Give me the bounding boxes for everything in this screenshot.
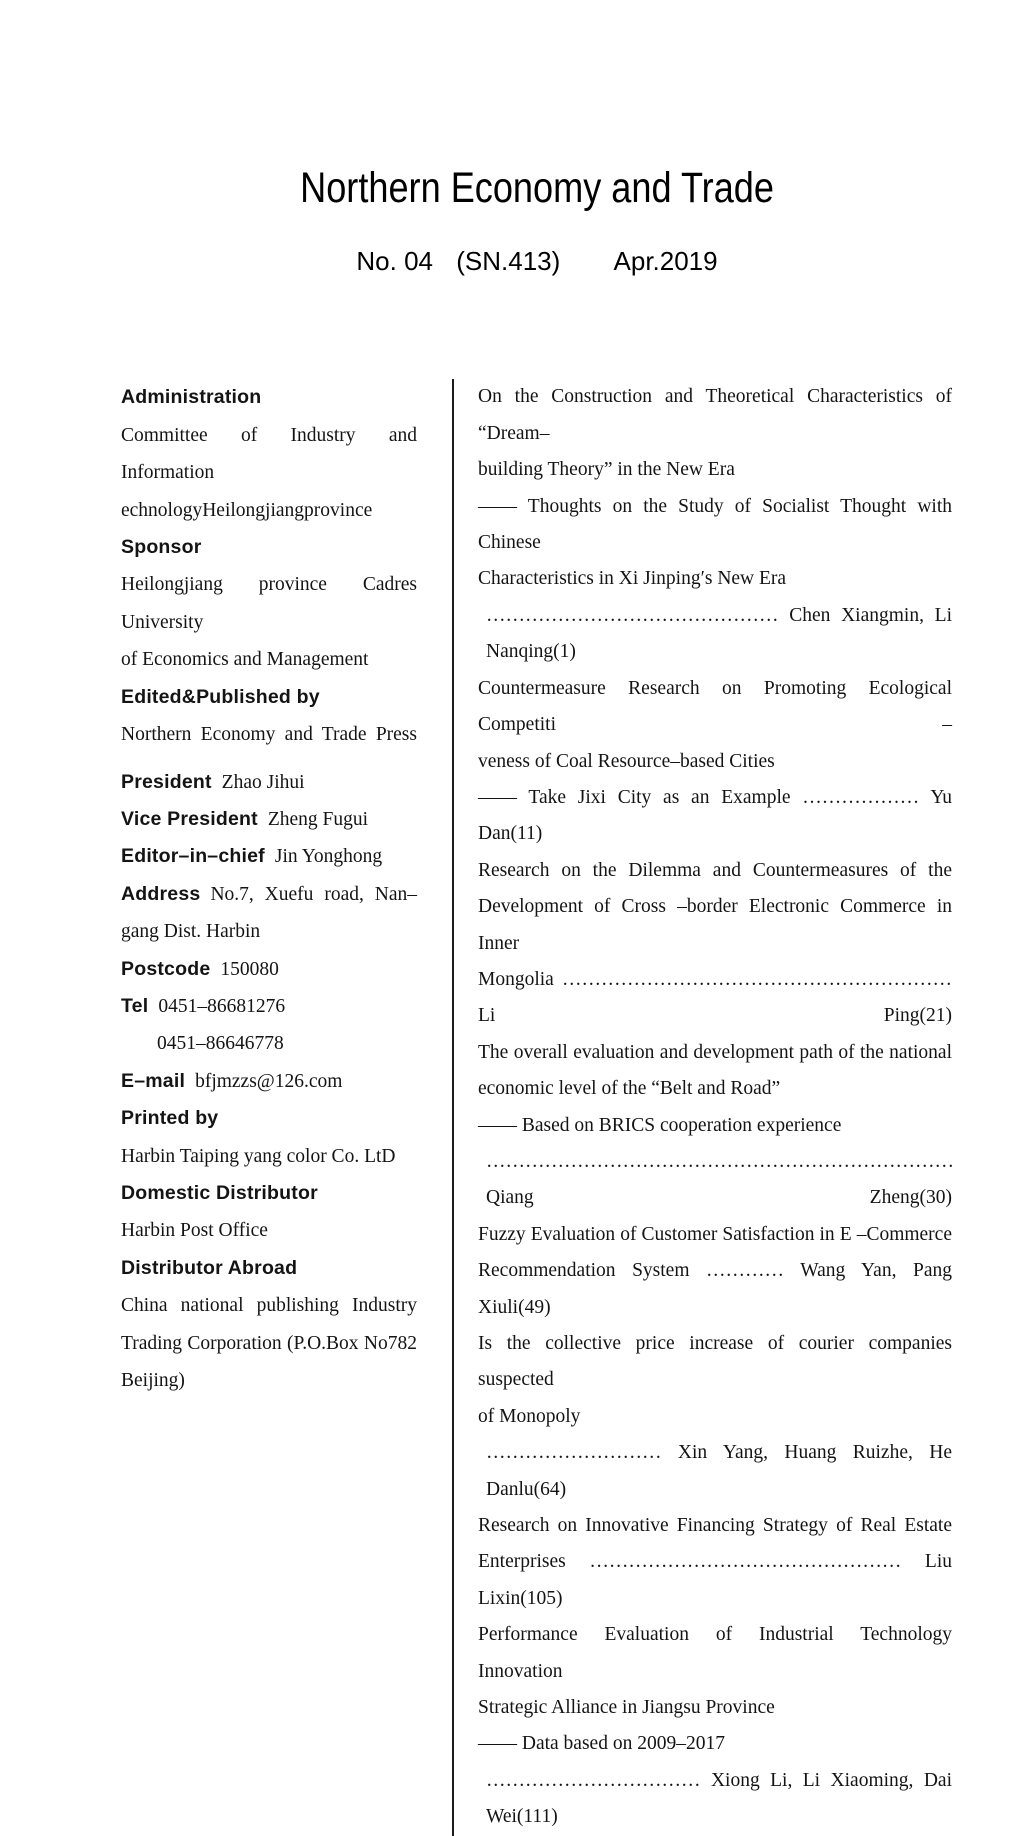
sponsor-text-1: Heilongjiang province Cadres University [121,574,417,633]
email-line [121,1063,417,1100]
toc-line: On the Construction and Theoretical Characteristics of “Dream– [478,386,952,444]
toc-line: —— Based on BRICS cooperation experience [478,1114,842,1136]
tel-line [121,988,417,1025]
vice-president-line [121,801,417,838]
section-label-edited-published-by: Edited&Published by [121,685,320,708]
issue-line [121,246,953,277]
distributor-abroad-text-1: China national publishing Industry [121,1295,417,1317]
distributor-abroad-text-2: Trading Corporation (P.O.Box No782 [121,1332,417,1354]
tel-number-2: 0451–86646778 [157,1033,284,1055]
printer-text: Harbin Taiping yang color Co. LtD [121,1145,396,1167]
toc-line-authors: ……………………… Xin Yang, Huang Ruizhe, He Danlu(64) [486,1442,952,1500]
editor-in-chief-name: Jin Yonghong [274,846,383,868]
toc-line: —— Data based on 2009–2017 [478,1733,725,1755]
toc-line-authors: ……………………………………………………………… Qiang Zheng(30) [486,1150,954,1209]
email-label: E–mail [121,1069,186,1092]
section-label-distributor-abroad: Distributor Abroad [121,1256,298,1279]
toc-line: veness of Coal Resource–based Cities [478,750,775,772]
toc-line: Research on the Dilemma and Countermeasures of the [478,859,952,881]
contents-column [478,379,952,1835]
issue-serial-number: (SN.413) [456,246,561,277]
toc-line: Fuzzy Evaluation of Customer Satisfaction in E –Commerce [478,1223,952,1245]
section-label-sponsor: Sponsor [121,536,202,559]
postcode-line [121,951,417,988]
section-label-domestic-distributor: Domestic Distributor [121,1181,318,1204]
toc-line: Characteristics in Xi Jinping′s New Era [478,568,787,590]
sponsor-text-2: of Economics and Management [121,649,369,671]
domestic-distributor-text: Harbin Post Office [121,1220,268,1242]
postcode-label: Postcode [121,957,211,980]
distributor-abroad-text-3: Beijing) [121,1370,185,1391]
toc-line-authors: ……………………………………… Chen Xiangmin, Li Nanqing(1) [486,604,952,663]
publisher-text: Northern Economy and Trade Press [121,724,417,746]
address-continuation: gang Dist. Harbin [121,921,261,943]
toc-line-authors: —— Take Jixi City as an Example ……………… Yu Dan(11) [478,786,952,845]
editor-in-chief-label: Editor–in–chief [121,845,265,868]
toc-line: of Monopoly [478,1405,581,1427]
tel-number-1: 0451–86681276 [158,995,286,1017]
toc-line: building Theory” in the New Era [478,459,735,481]
issue-date: Apr.2019 [613,246,718,277]
toc-line: The overall evaluation and development path of the national [478,1041,952,1063]
toc-line: Development of Cross –border Electronic Commerce in Inner [478,896,952,954]
toc-line-authors: Enterprises ………………………………………… Liu Lixin(105) [478,1551,952,1609]
section-label-printed-by: Printed by [121,1107,219,1130]
toc-line-authors: Recommendation System ………… Wang Yan, Pang Xiuli(49) [478,1260,952,1318]
toc-line: Strategic Alliance in Jiangsu Province [478,1697,775,1719]
toc-line-authors: …………………………… Xiong Li, Li Xiaoming, Dai Wei(111) [486,1769,952,1828]
address-label: Address [121,882,201,905]
journal-title [121,0,953,213]
column-divider-rule [452,379,454,1835]
content-columns [121,379,953,1835]
vice-president-name: Zheng Fugui [267,808,369,830]
president-line [121,764,417,801]
toc-line: Is the collective price increase of courier companies suspected [478,1333,952,1391]
editor-in-chief-line [121,838,417,875]
toc-line: Countermeasure Research on Promoting Ecological Competiti – [478,677,952,736]
journal-title-text: Northern Economy and Trade [300,164,774,212]
toc-line: economic level of the “Belt and Road” [478,1078,781,1100]
administration-text-2: echnologyHeilongjiangprovince [121,499,373,521]
section-label-administration: Administration [121,386,262,409]
toc-line: Performance Evaluation of Industrial Technology Innovation [478,1624,952,1682]
email-value: bfjmzzs@126.com [195,1070,343,1092]
postcode-value: 150080 [220,958,279,980]
president-label: President [121,770,212,793]
administration-text-1: Committee of Industry and Information [121,424,417,484]
address-line [121,876,417,913]
address-value: No.7, Xuefu road, Nan– [210,883,417,905]
toc-line: Research on Innovative Financing Strategy of Real Estate [478,1515,952,1537]
president-name: Zhao Jihui [221,771,305,793]
issue-number: No. 04 [356,246,433,277]
vice-president-label: Vice President [121,807,258,830]
toc-line: —— Thoughts on the Study of Socialist Thought with Chinese [478,495,952,554]
masthead-column [121,379,417,1835]
tel-label: Tel [121,994,149,1017]
toc-line-authors: Mongolia …………………………………………………… Li Ping(21) [478,968,952,1027]
